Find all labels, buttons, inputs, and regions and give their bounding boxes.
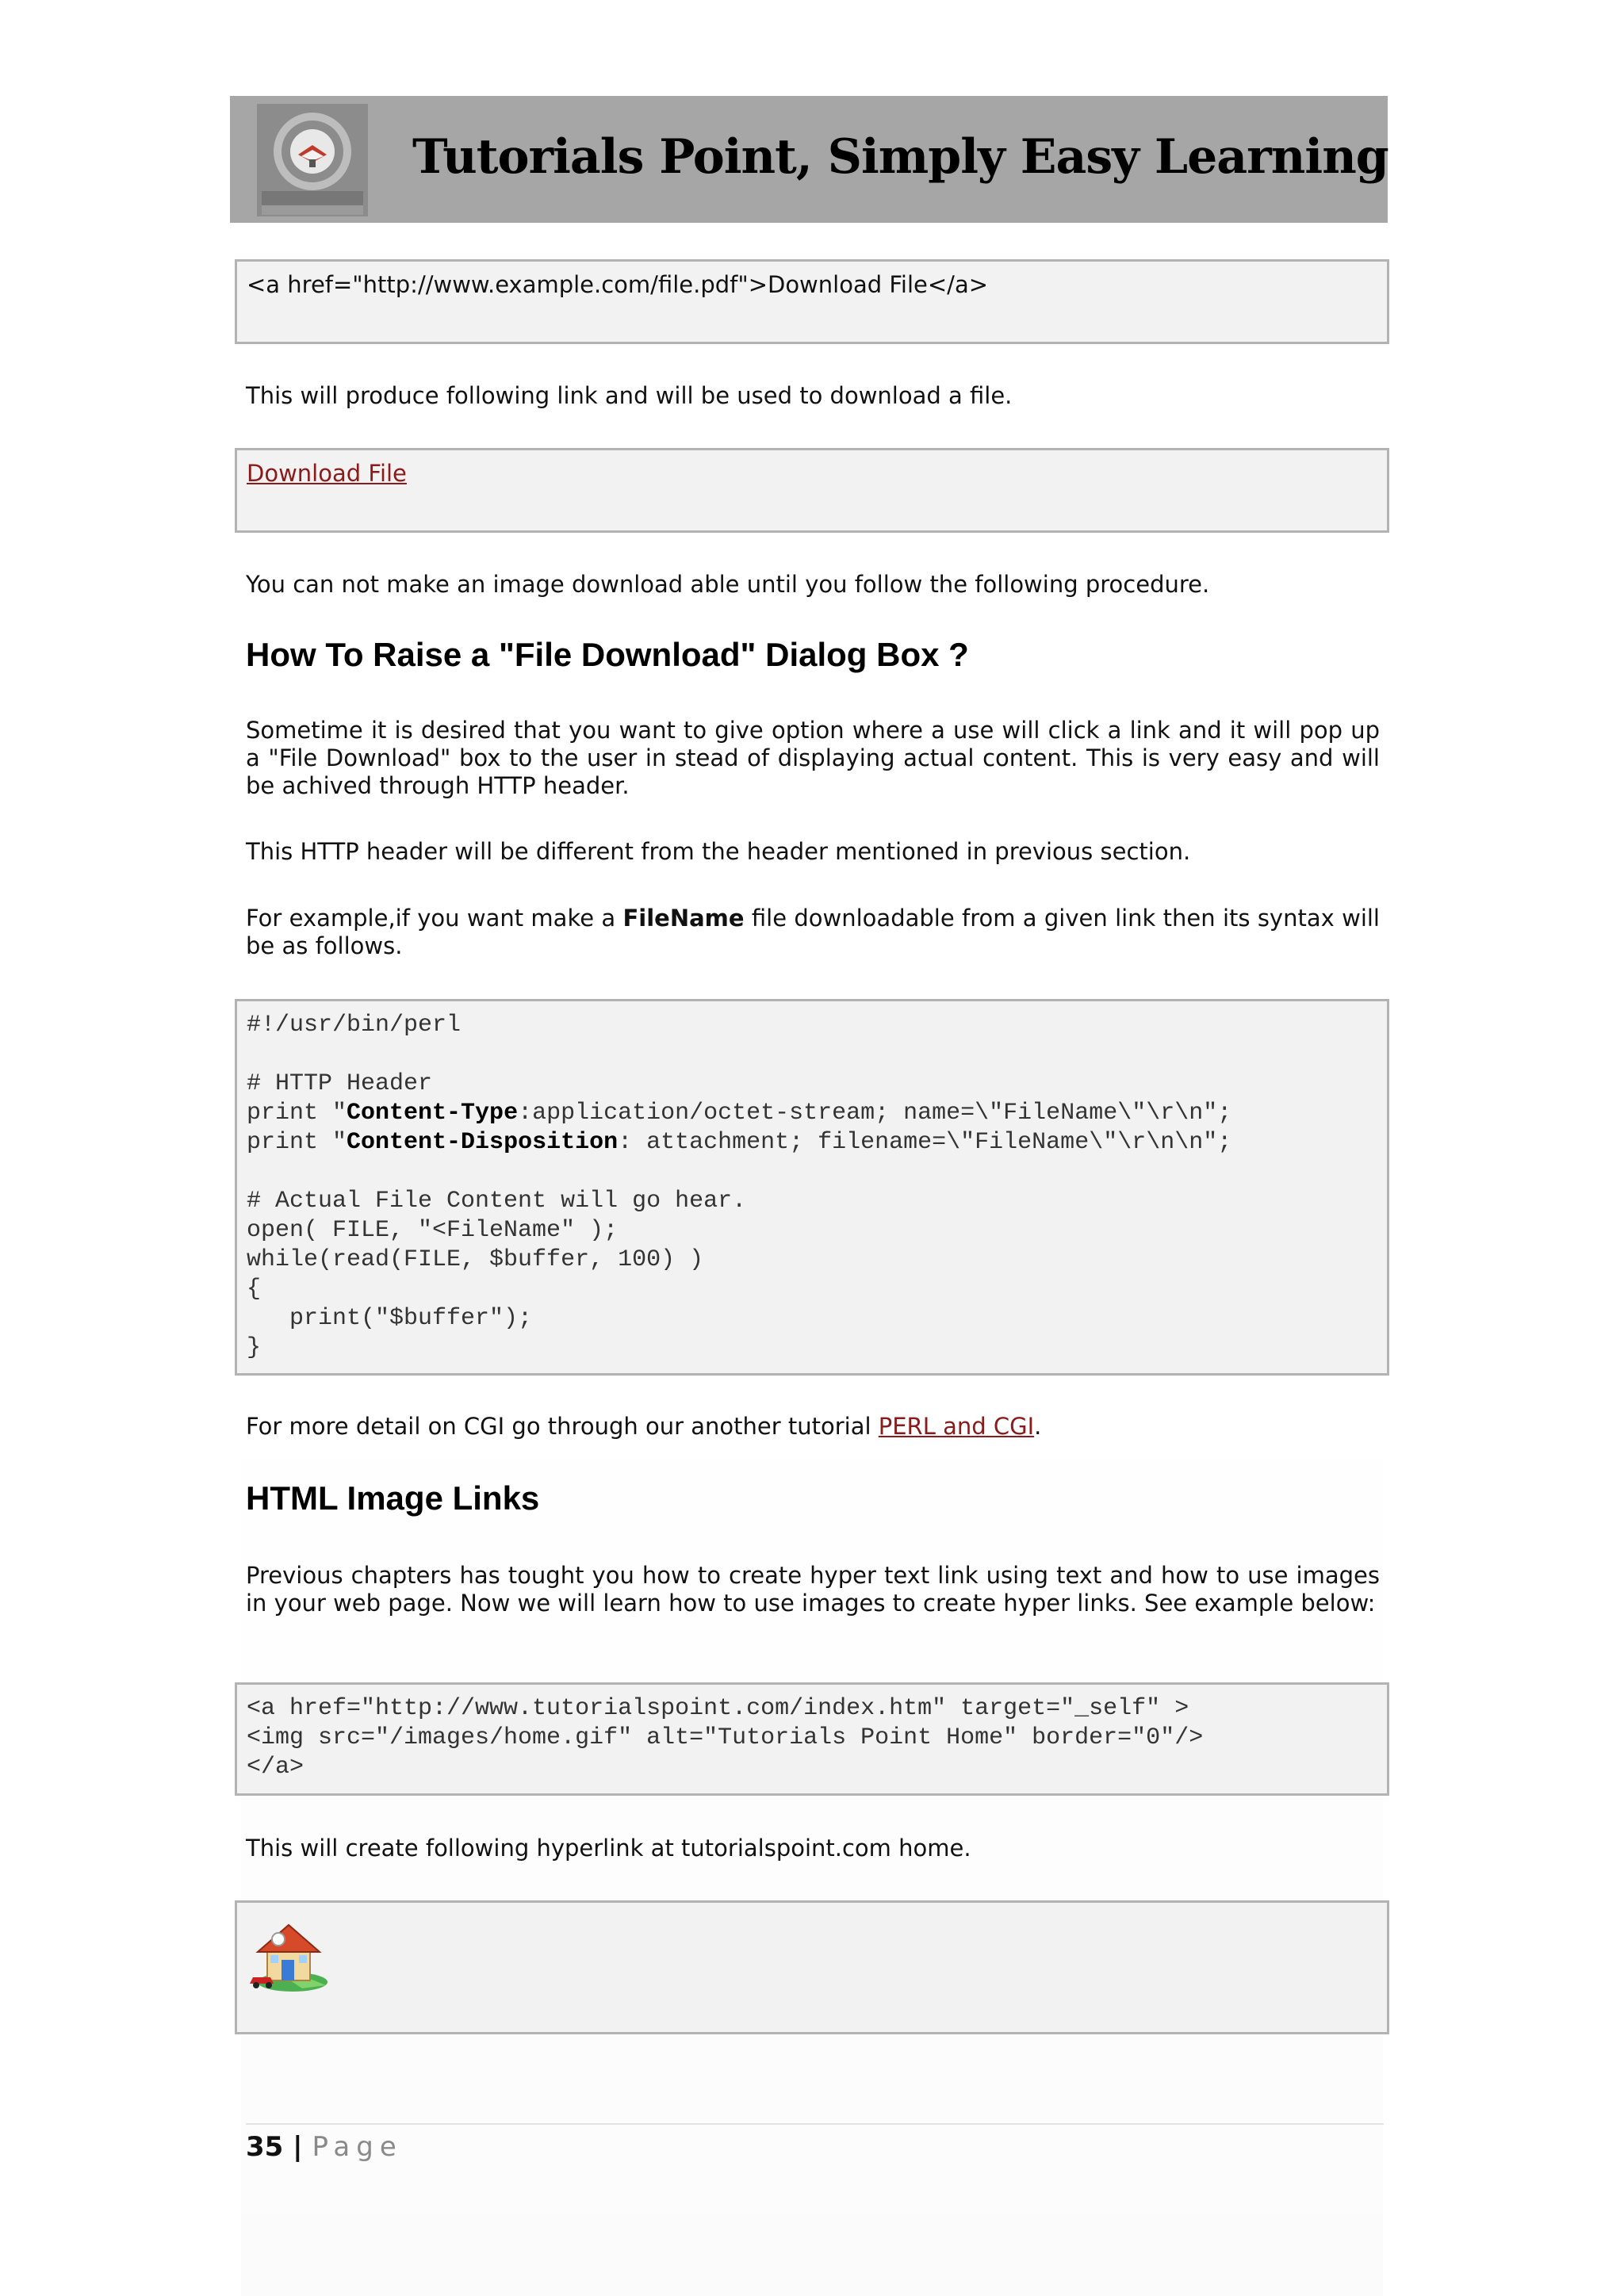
- code-line: #!/usr/bin/perl: [247, 1012, 462, 1039]
- paragraph-http-header-different: This HTTP header will be different from the header mentioned in previous section.: [246, 838, 1191, 865]
- paragraph-create-hyperlink: This will create following hyperlink at tutorialspoint.com home.: [246, 1835, 971, 1862]
- page-number-separator: |: [293, 2131, 303, 2163]
- code-segment: print ": [247, 1100, 347, 1127]
- code-line: [247, 1129, 1231, 1156]
- paragraph-produce-link: This will produce following link and will be used to download a file.: [246, 382, 1013, 409]
- page-label: Page: [312, 2131, 403, 2163]
- code-line: <img src="/images/home.gif" alt="Tutorials Point Home" border="0"/>: [247, 1724, 1204, 1751]
- paragraph-image-download: You can not make an image download able until you follow the following procedure.: [246, 571, 1210, 598]
- page-number-value: 35: [246, 2131, 284, 2163]
- page-number: [246, 2131, 403, 2163]
- code-segment: print ": [247, 1129, 347, 1156]
- tutorials-point-logo: [257, 104, 368, 216]
- code-line: # HTTP Header: [247, 1070, 433, 1097]
- output-box-home-image: [235, 1900, 1389, 2034]
- html-code-box: [235, 1682, 1389, 1796]
- html-code: [247, 1694, 1203, 1782]
- code-line: while(read(FILE, $buffer, 100) ): [247, 1246, 704, 1273]
- page-header: [230, 96, 1388, 223]
- paragraph-text: For more detail on CGI go through our another tutorial: [246, 1413, 879, 1440]
- code-line: # Actual File Content will go hear.: [247, 1188, 747, 1215]
- paragraph-text: .: [1034, 1413, 1042, 1440]
- anchor-code-text: <a href="http://www.example.com/file.pdf">Download File</a>: [247, 271, 989, 298]
- paragraph-text: file downloadable from a given link then its syntax will be as follows.: [246, 905, 1380, 959]
- code-line: print("$buffer");: [247, 1305, 533, 1332]
- home-icon[interactable]: [247, 1915, 334, 1995]
- code-line: [247, 1100, 1231, 1127]
- footer-divider: [246, 2123, 1384, 2125]
- bold-term-filename: FileName: [622, 905, 745, 932]
- code-keyword: Content-Disposition: [347, 1129, 619, 1156]
- code-line: }: [247, 1334, 262, 1361]
- paragraph-text: For example,if you want make a: [246, 905, 623, 932]
- paragraph-more-detail-cgi: [246, 1413, 1380, 1441]
- output-box-content: [247, 460, 407, 487]
- code-line: {: [247, 1276, 262, 1303]
- output-box-download-link: [235, 448, 1389, 533]
- code-segment: : attachment; filename=\"FileName\"\r\n\n";: [618, 1129, 1232, 1156]
- heading-html-image-links: HTML Image Links: [246, 1479, 540, 1517]
- perl-code-box: [235, 999, 1389, 1376]
- perl-and-cgi-link[interactable]: PERL and CGI: [878, 1413, 1035, 1440]
- code-keyword: Content-Type: [347, 1100, 519, 1127]
- download-file-link[interactable]: Download File: [247, 460, 407, 487]
- code-box-anchor: [235, 259, 1389, 344]
- code-line: </a>: [247, 1754, 304, 1781]
- heading-file-download-dialog: How To Raise a "File Download" Dialog Box ?: [246, 636, 969, 673]
- code-segment: :application/octet-stream; name=\"FileName\"\r\n";: [518, 1100, 1232, 1127]
- code-line: open( FILE, "<FileName" );: [247, 1217, 619, 1244]
- header-title: Tutorials Point, Simply Easy Learning: [412, 129, 1388, 185]
- paragraph-image-links-intro: Previous chapters has tought you how to create hyper text link using text and how to use images in your web page. Now we will learn how to use images to create hyper links. See example below:: [246, 1562, 1380, 1617]
- code-line: <a href="http://www.tutorialspoint.com/index.htm" target="_self" >: [247, 1695, 1189, 1722]
- perl-code: [247, 1011, 1231, 1363]
- paragraph-http-header-intro: Sometime it is desired that you want to give option where a use will click a link and it will pop up a "File Download" box to the user in stead of displaying actual content. This is very easy and will be achived through HTTP header.: [246, 717, 1380, 799]
- paragraph-filename-example: [246, 905, 1380, 960]
